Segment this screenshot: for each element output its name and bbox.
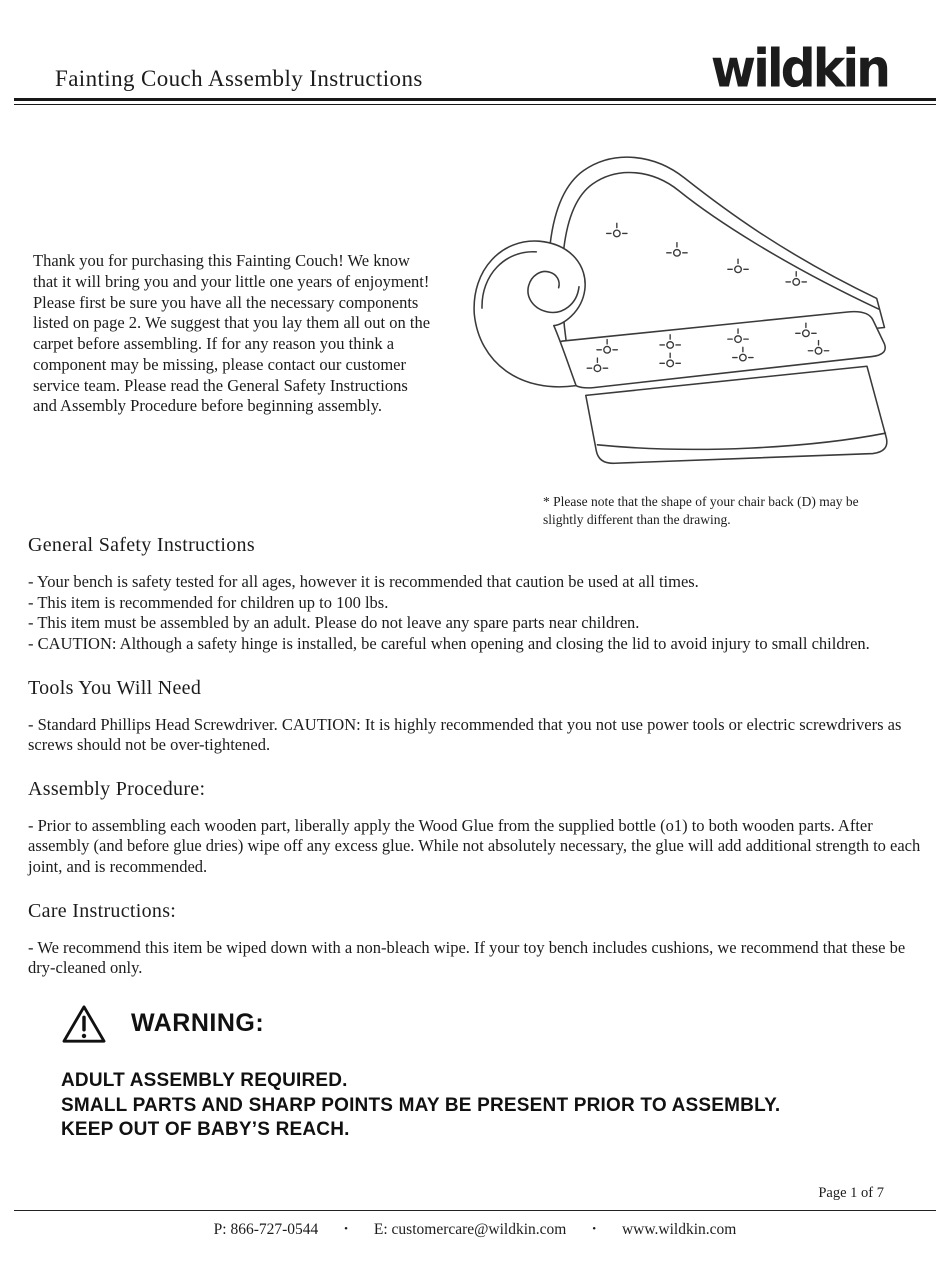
bullet-separator-icon: • <box>344 1223 349 1235</box>
instruction-line: - This item must be assembled by an adult. Please do not leave any spare parts near children. <box>28 613 640 633</box>
warning-line: SMALL PARTS AND SHARP POINTS MAY BE PRESENT PRIOR TO ASSEMBLY. <box>61 1094 781 1116</box>
instruction-line: - Prior to assembling each wooden part, liberally apply the Wood Glue from the supplied bottle (o1) to both wooden parts. After assembly (and before glue dries) wipe off any excess glue. While not absolutely necessary, the glue will add additional strength to each joint, and is recommended. <box>28 815 921 877</box>
instruction-line: - CAUTION: Although a safety hinge is installed, be careful when opening and closing the lid to avoid injury to small children. <box>28 633 870 653</box>
section-heading: Tools You Will Need <box>28 676 202 699</box>
warning-title: WARNING: <box>131 1009 265 1038</box>
section-assembly-procedure <box>28 778 930 878</box>
section-tools <box>28 677 930 756</box>
bullet-separator-icon: • <box>592 1223 597 1235</box>
page-title: Fainting Couch Assembly Instructions <box>55 66 423 91</box>
footer-contact <box>0 1211 950 1261</box>
section-heading: Care Instructions: <box>28 899 177 922</box>
wildkin-logo: wildkin <box>710 38 888 100</box>
page-number: Page 1 of 7 <box>818 1185 884 1201</box>
warning-line: ADULT ASSEMBLY REQUIRED. <box>61 1069 348 1091</box>
illustration-note: * Please note that the shape of your chair back (D) may be slightly different than the drawing. <box>543 494 859 527</box>
section-care-instructions <box>28 900 930 979</box>
fainting-couch-illustration <box>455 151 895 471</box>
footer-phone: P: 866-727-0544 <box>213 1221 319 1238</box>
header <box>0 0 950 100</box>
intro-column <box>0 151 455 528</box>
warning-line: KEEP OUT OF BABY’S REACH. <box>61 1119 350 1141</box>
instruction-line: - Standard Phillips Head Screwdriver. CAUTION: It is highly recommended that you not use power tools or electric screwdrivers as screws should not be over-tightened. <box>28 714 902 755</box>
footer-email: E: customercare@wildkin.com <box>373 1221 567 1238</box>
instruction-line: - We recommend this item be wiped down with a non-bleach wipe. If your toy bench includes cushions, we recommend that these be dry-cleaned only. <box>28 937 906 978</box>
section-general-safety <box>28 534 930 655</box>
instruction-line: - This item is recommended for children up to 100 lbs. <box>28 592 389 612</box>
intro-paragraph: Thank you for purchasing this Fainting Couch! We know that it will bring you and your little one years of enjoyment! Please first be sure you have all the necessary components listed on page 2. We suggest that you lay them all out on the carpet before assembling. If for any reason you think a component may be missing, please contact our customer service team. Please read the General Safety Instructions and Assembly Procedure before beginning assembly. <box>33 251 431 416</box>
section-heading: Assembly Procedure: <box>28 777 206 800</box>
illustration-column <box>455 151 920 528</box>
section-heading: General Safety Instructions <box>28 534 255 557</box>
footer-website: www.wildkin.com <box>621 1221 737 1238</box>
content <box>0 534 950 1143</box>
instruction-line: - Your bench is safety tested for all ages, however it is recommended that caution be used at all times. <box>28 572 699 592</box>
intro-row <box>0 151 950 528</box>
warning-block <box>61 1003 930 1143</box>
warning-triangle-icon <box>61 1003 107 1045</box>
footer <box>0 1185 950 1261</box>
